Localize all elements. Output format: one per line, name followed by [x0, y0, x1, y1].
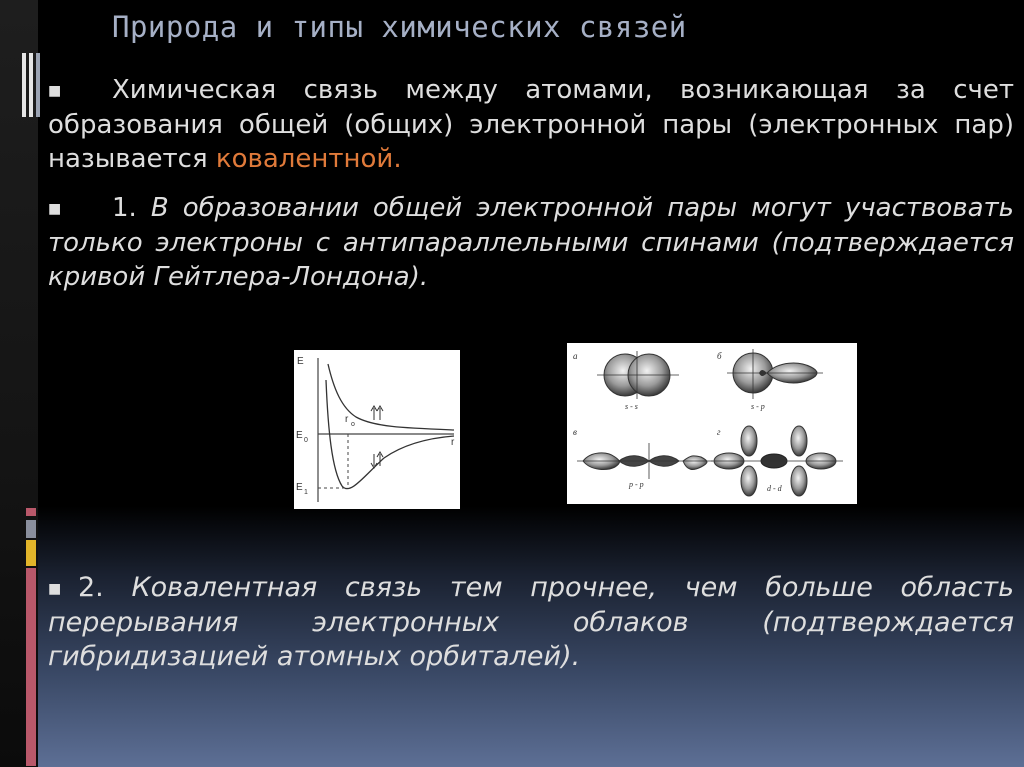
label-r: r	[451, 437, 455, 448]
point-number: 1.	[112, 193, 137, 223]
bullet-icon: ■	[48, 82, 62, 99]
decor-color-bars	[26, 508, 36, 766]
d-lobe	[741, 466, 757, 496]
panel-s-p	[717, 349, 823, 411]
decor-bar	[29, 53, 33, 117]
paragraph-text: В образовании общей электронной пары могут участвовать только электроны с антипараллельными спинами (подтверждается кривой Гейтлера-Лондона).	[48, 193, 1014, 292]
label-e: E	[297, 356, 304, 367]
label-e1: E	[296, 482, 303, 493]
label-e0: E	[296, 430, 303, 441]
label-r0-sub: o	[351, 421, 355, 428]
label-e0-sub: 0	[304, 437, 308, 444]
panel-caption: s - p	[751, 402, 765, 411]
decor-bar-pink-long	[26, 568, 36, 766]
highlight-term: ковалентной.	[215, 143, 402, 174]
panel-d-d	[711, 426, 843, 496]
p-lobe	[683, 456, 707, 470]
label-r0: r	[345, 414, 349, 425]
paragraph-text: Ковалентная связь тем прочнее, чем больше область перерывания электронных облаков (подтверждается гибридизацией атомных орбиталей).	[48, 572, 1014, 672]
panel-letter-g: г	[717, 427, 721, 437]
heitler-london-curve-figure	[294, 350, 460, 509]
paragraph-point-1	[48, 191, 1014, 294]
heitler-london-curve-svg	[294, 350, 460, 509]
paragraph-point-2	[48, 571, 1014, 674]
decor-bar-gray	[26, 520, 36, 538]
d-lobe	[791, 466, 807, 496]
decor-bar	[36, 53, 40, 117]
panel-s-s	[573, 351, 679, 411]
slide-title: Природа и типы химических связей	[112, 10, 687, 44]
bullet-icon: ■	[48, 200, 62, 217]
decor-bar-pink	[26, 508, 36, 516]
label-e1-sub: 1	[304, 489, 308, 496]
d-lobe	[741, 426, 757, 456]
panel-letter-b: б	[717, 351, 722, 361]
d-lobe	[791, 426, 807, 456]
paragraph-covalent-definition	[48, 73, 1014, 176]
panel-letter-a: а	[573, 351, 578, 361]
panel-letter-v: в	[573, 427, 577, 437]
panel-p-p	[573, 427, 713, 489]
decor-bar-yellow	[26, 540, 36, 566]
decor-bar	[22, 53, 26, 117]
bullet-icon: ■	[48, 580, 62, 597]
panel-caption: p - p	[629, 480, 644, 489]
panel-caption: d - d	[767, 484, 782, 493]
panel-caption: s - s	[625, 402, 638, 411]
orbital-overlap-figure	[567, 343, 857, 504]
point-number: 2.	[78, 572, 104, 603]
parallel-spin-arrows-icon	[371, 406, 383, 420]
paragraph-text: Химическая связь между атомами, возникающая за счет образования общей (общих) электронной пары (электронных пар) называется	[48, 75, 1014, 174]
orbital-overlap-svg	[567, 343, 857, 504]
